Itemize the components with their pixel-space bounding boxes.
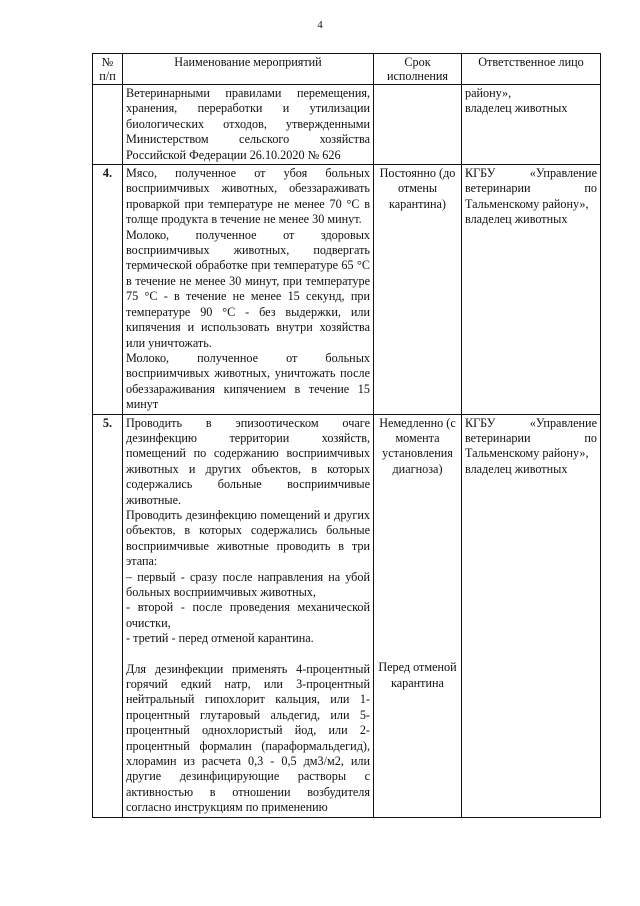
measure-cell xyxy=(123,414,374,817)
page-number: 4 xyxy=(317,19,323,31)
header-responsible: Ответственное лицо xyxy=(462,54,601,85)
measures-table xyxy=(92,53,601,818)
measure-paragraph: - второй - после проведения механической очистки, xyxy=(126,600,370,630)
measure-paragraph: Для дезинфекции применять 4-процентный горячий едкий натр, или 3-процентный нейтральный гипохлорит кальция, или 1-процентный глутаровый альдегид, или 5-процентный однохлористый йод, или 2-процентный формалин (параформальдегид), хлорамин из расчета 0,3 - 0,5 дм3/м2, или другие дезинфицирующие растворы с активностью в отношении возбудителя согласно инструкциям по применению xyxy=(126,661,370,815)
row-number: 5. xyxy=(93,414,123,817)
measure-paragraph: Молоко, полученное от здоровых восприимчивых животных, подвергать термической обработке при температуре 65 °С в течение не менее 30 минут, при температуре 75 °С - в течение не менее 15 секунд, при температуре 90 °С - без выдержки, или кипячения и использовать внутри хозяйства или уничтожать. xyxy=(126,227,370,350)
responsible-cell xyxy=(462,85,601,165)
header-term: Срок исполнения xyxy=(374,54,462,85)
responsible-line: владелец животных xyxy=(465,461,568,476)
measure-cell xyxy=(123,165,374,415)
measure-cell xyxy=(123,85,374,165)
table-row xyxy=(93,165,601,415)
responsible-line: району», xyxy=(465,86,512,100)
row-number: 4. xyxy=(93,165,123,415)
term-text: Немедленно (с момента установления диагноза) xyxy=(379,415,456,476)
measure-paragraph: Мясо, полученное от убоя больных восприимчивых животных, обеззараживать проваркой при температуре не менее 70 °С в толще продукта в течение не менее 30 минут. xyxy=(126,166,370,227)
term-cell: Постоянно (до отмены карантина) xyxy=(374,165,462,415)
table-header-row xyxy=(93,54,601,85)
responsible-line: КГБУ «Управление ветеринарии по Тальменскому району», xyxy=(465,166,597,211)
measure-paragraph: - третий - перед отменой карантина. xyxy=(126,631,314,646)
term-cell xyxy=(374,85,462,165)
responsible-line: владелец животных xyxy=(465,101,568,116)
term-text-second: Перед отменой карантина xyxy=(378,660,457,690)
table-row xyxy=(93,414,601,817)
header-measure: Наименование мероприятий xyxy=(123,54,374,85)
header-num: № п/п xyxy=(93,54,123,85)
table-row xyxy=(93,85,601,165)
term-cell xyxy=(374,414,462,817)
measure-paragraph: – первый - сразу после направления на убой больных восприимчивых животных, xyxy=(126,569,370,599)
responsible-cell xyxy=(462,414,601,817)
responsible-line: КГБУ «Управление ветеринарии по Тальменскому району», xyxy=(465,415,597,461)
measure-paragraph: Ветеринарными правилами перемещения, хранения, переработки и утилизации биологических отходов, утвержденными Министерством сельского хозяйства Российской Федерации 26.10.2020 № 626 xyxy=(126,86,370,162)
row-number xyxy=(93,85,123,165)
measure-paragraph: Проводить в эпизоотическом очаге дезинфекцию территории хозяйств, помещений по содержанию восприимчивых животных и других объектов, в которых содержались больные восприимчивые животные. xyxy=(126,415,370,507)
responsible-cell xyxy=(462,165,601,415)
measure-paragraph: Молоко, полученное от больных восприимчивых животных, уничтожать после обеззараживания кипячением в течение 15 минут xyxy=(126,350,370,412)
responsible-line: владелец животных xyxy=(465,212,568,227)
measure-paragraph: Проводить дезинфекцию помещений и других объектов, в которых содержались больные восприимчивые животные проводить в три этапа: xyxy=(126,507,370,569)
